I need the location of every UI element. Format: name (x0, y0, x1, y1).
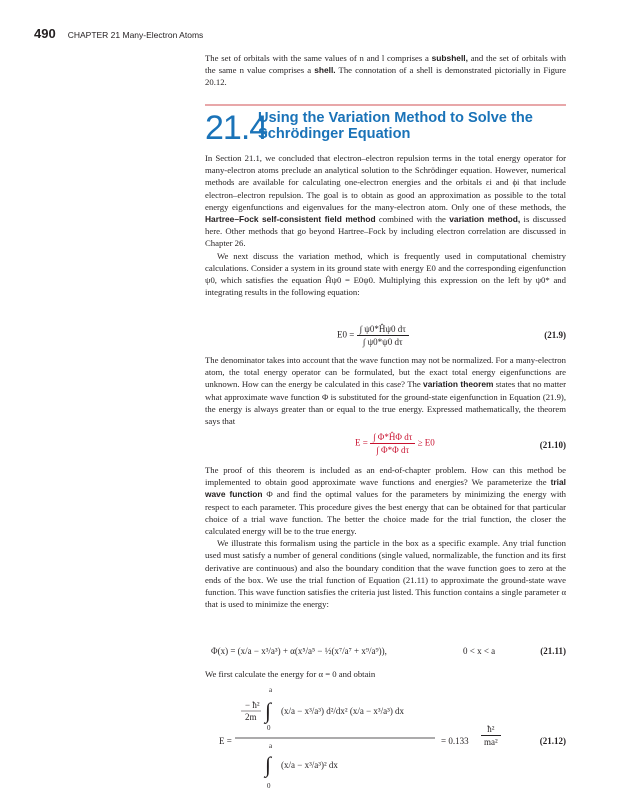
paragraph-alpha-zero: We first calculate the energy for α = 0 and obtain (205, 669, 376, 679)
eq2-number: (21.10) (539, 440, 566, 450)
eq1-denominator: ∫ ψ0*ψ0 dτ (362, 337, 403, 347)
p2-text-c: combined with the (375, 214, 450, 225)
eq4-upper-limit-a: a (269, 686, 273, 694)
p4-text-c: states that no matter what approximate wave function Φ is substituted for the ground-state eigenfunction in Equation (21.9), the energy is always greater than or equal to the true energy. Expressed mathematically, the theorem says that (205, 379, 566, 427)
eq2-rhs: ≥ E0 (417, 437, 435, 448)
eq4-fraction-graphic (235, 684, 435, 792)
paragraph-hartree-fock (205, 152, 566, 250)
term-hartree-fock: Hartree–Fock self-consistent field method (205, 214, 376, 225)
eq3-condition: 0 < x < a (463, 646, 496, 656)
p5-text-c: Φ and find the optimal values for the parameters by minimizing the energy with respect to each parameter. This procedure gives the best energy that can be obtained for that particular choice of a trial wave function. The better the choice made for the trial function, the closer the calculated energy will be to the true energy. (205, 489, 567, 537)
eq4-2m: 2m (245, 712, 257, 722)
eq4-integral-top: ∫ (265, 698, 272, 723)
page-number: 490 (34, 26, 56, 41)
p5-text-a: The proof of this theorem is included as an end-of-chapter problem. How can this method be implemented to obtain good approximate wave functions and energies? We parameterize the (205, 465, 566, 488)
eq4-result-numerator: ħ² (481, 724, 501, 736)
body-block-2 (205, 354, 566, 427)
paragraph-variation-theorem (205, 354, 566, 427)
section-title: Using the Variation Method to Solve the Schrödinger Equation (258, 110, 533, 142)
body-block-3 (205, 464, 566, 610)
eq2-numerator: ∫ Φ*ĤΦ dτ (370, 432, 415, 444)
eq1-numerator: ∫ ψ0*Ĥψ0 dτ (357, 324, 409, 336)
intro-text-a: The set of orbitals with the same values of n and l comprises a (205, 53, 432, 63)
eq2-lhs: E = (355, 437, 368, 448)
page-header (34, 26, 203, 40)
term-trial-wave-function: trial wave function (205, 477, 566, 500)
eq3-expression: Φ(x) = (x/a − x³/a³) + α(x⁵/a⁵ − ½(x⁷/a⁷ + x⁹/a⁹)), (211, 646, 387, 656)
eq3-number: (21.11) (540, 646, 566, 656)
equation-21-11 (205, 636, 566, 668)
term-variation-method: variation method, (449, 214, 521, 225)
term-subshell: subshell, (431, 53, 468, 63)
term-shell: shell. (314, 65, 336, 76)
p2-text-e: is discussed here. Other methods that go beyond Hartree–Fock by including electron correlation are discussed in Chapter 26. (205, 214, 566, 249)
paragraph-trial-function (205, 464, 566, 537)
p2-text-a: In Section 21.1, we concluded that electron–electron repulsion terms in the total energy operator for many-electron atoms preclude an analytical solution to the Schrödinger equation. However, numerical methods are available for calculating one-electron energies and the orbitals εi and ϕi that include electron–electron repulsion. The goal is to obtain as good an approximation as possible to the total energy eigenfunctions and eigenvalues for the many-electron atom. Only one of these methods, the (205, 153, 566, 212)
body-block-1 (205, 152, 566, 298)
intro-text-e: The connotation of a shell is demonstrated pictorially in Figure 20.12. (205, 65, 567, 88)
eq4-result-fraction (481, 724, 501, 747)
eq4-upper-limit-a2: a (269, 742, 273, 750)
intro-paragraph (205, 52, 566, 89)
eq1-lhs: E0 = (337, 329, 355, 340)
eq4-lower-limit-02: 0 (267, 782, 271, 790)
eq4-hbar-sq: − ħ² (245, 700, 260, 710)
p4-text-a: The denominator takes into account that the wave function may not be normalized. For a many-electron atom, the total energy operator can be formulated, but the exact total energy eigenfunctions are unknown. How can the energy be calculated in this case? The (205, 355, 566, 390)
body-block-4 (205, 668, 566, 680)
eq2-fraction (370, 432, 415, 455)
eq1-number: (21.9) (544, 330, 566, 340)
eq4-lhs: E = (219, 736, 232, 746)
equation-21-12 (205, 684, 566, 794)
section-rule (205, 104, 566, 106)
eq4-top-integrand: (x/a − x³/a³) d²/dx² (x/a − x³/a³) dx (281, 706, 405, 716)
eq4-result: = 0.133 (441, 736, 469, 746)
eq4-result-denominator: ma² (484, 737, 498, 747)
term-variation-theorem: variation theorem (423, 379, 494, 390)
eq4-number: (21.12) (539, 736, 566, 746)
section-number: 21.4 (205, 109, 268, 147)
eq4-lower-limit-0: 0 (267, 724, 271, 732)
intro-text-c: and the set of orbitals with the same n value comprises a (205, 53, 566, 76)
eq1-fraction (357, 324, 409, 347)
paragraph-particle-box: We illustrate this formalism using the particle in the box as a specific example. Any trial function used must satisfy a number of general conditions (single valued, normalizable, the function and its first derivative are continuous) and also the boundary condition that the wave function goes to zero at the ends of the box. We use the trial function of Equation (21.11) to approximate the ground-state wave function. This wave function satisfies the criteria just listed. This function contains a single parameter α that is used to minimize the energy: (205, 538, 566, 610)
equation-21-10 (205, 426, 566, 464)
equation-21-9 (205, 316, 566, 354)
eq2-denominator: ∫ Φ*Φ dτ (376, 445, 410, 455)
running-title: CHAPTER 21 Many-Electron Atoms (67, 30, 204, 40)
eq4-integral-bottom: ∫ (265, 752, 272, 777)
eq4-bottom-integrand: (x/a − x³/a³)² dx (281, 760, 338, 770)
paragraph-variation-intro: We next discuss the variation method, which is frequently used in computational chemistry calculations. Consider a system in its ground state with energy E0 and the corresponding eigenfunction ψ0, which satisfies the equation Ĥψ0 = E0ψ0. Multiplying this expression on the left by ψ0* and integrating results in the following equation: (205, 250, 566, 298)
